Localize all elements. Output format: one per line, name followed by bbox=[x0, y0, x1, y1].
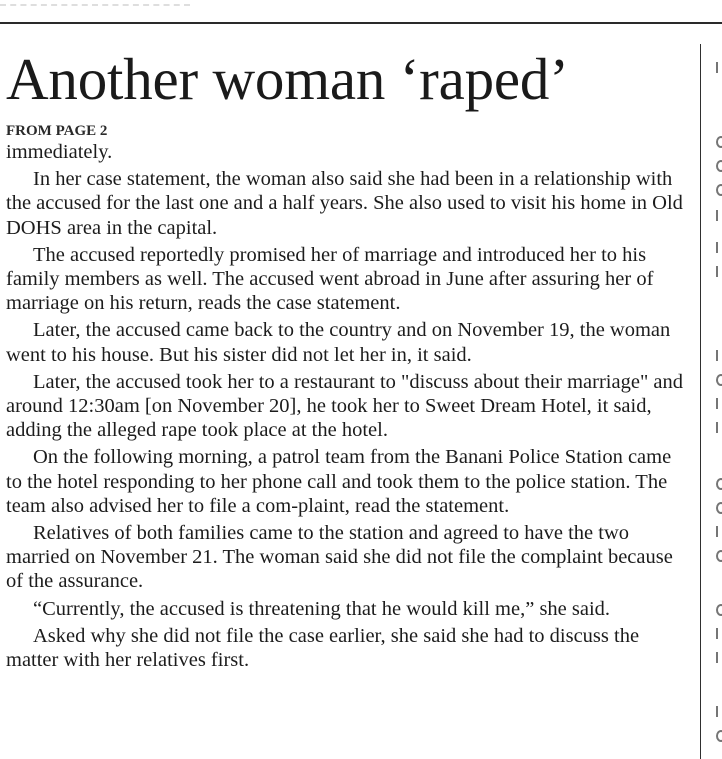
cut-glyph bbox=[716, 62, 722, 73]
paragraph: Relatives of both families came to the station and agreed to have the two married on November 21. The woman said she did not file the complaint because of the assurance. bbox=[6, 522, 673, 593]
cut-glyph bbox=[716, 422, 722, 433]
cut-glyph bbox=[716, 550, 722, 562]
cut-glyph bbox=[716, 398, 722, 409]
cut-glyph bbox=[716, 160, 722, 172]
paragraph: immediately. bbox=[6, 141, 113, 163]
article-body bbox=[6, 140, 690, 672]
article bbox=[6, 44, 690, 675]
paragraph: The accused reportedly promised her of marriage and introduced her to his family members as well. The accused went abroad in June after assuring her of marriage on his return, reads the case statement. bbox=[6, 243, 654, 315]
cut-glyph bbox=[716, 350, 722, 361]
headline: Another woman ‘raped’ bbox=[6, 46, 569, 112]
cut-glyph bbox=[716, 136, 722, 148]
adjacent-column-cutoff bbox=[708, 44, 722, 759]
cut-glyph bbox=[716, 266, 722, 277]
clipped-top-text bbox=[0, 0, 190, 6]
top-rule bbox=[0, 22, 722, 24]
cut-glyph bbox=[716, 478, 722, 490]
continued-from-label: FROM PAGE 2 bbox=[6, 123, 108, 139]
cut-glyph bbox=[716, 184, 722, 196]
cut-glyph bbox=[716, 374, 722, 386]
paragraph: Asked why she did not file the case earlier, she said she had to discuss the matter with her relatives first. bbox=[6, 624, 640, 672]
paragraph: “Currently, the accused is threatening that he would kill me,” she said. bbox=[33, 597, 611, 620]
column-divider bbox=[700, 44, 701, 759]
cut-glyph bbox=[716, 628, 722, 639]
cut-glyph bbox=[716, 502, 722, 514]
paragraph: Later, the accused took her to a restaurant to "discuss about their marriage" and around 12:30am [on November 20], he took her to Sweet Dream Hotel, it said, adding the alleged rape took place at the hotel. bbox=[6, 370, 684, 442]
cut-glyph bbox=[716, 604, 722, 616]
cut-glyph bbox=[716, 730, 722, 742]
cut-glyph bbox=[716, 652, 722, 663]
cut-glyph bbox=[716, 526, 722, 537]
paragraph: Later, the accused came back to the country and on November 19, the woman went to his house. But his sister did not let her in, it said. bbox=[6, 319, 671, 366]
paragraph: In her case statement, the woman also said she had been in a relationship with the accused for the last one and a half years. She also used to visit his home in Old DOHS area in the capital. bbox=[6, 168, 683, 239]
cut-glyph bbox=[716, 242, 722, 253]
cut-glyph bbox=[716, 706, 722, 717]
paragraph: On the following morning, a patrol team from the Banani Police Station came to the hotel responding to her phone call and took them to the police station. The team also advised her to file a com-plaint, read the statement. bbox=[6, 446, 672, 517]
cut-glyph bbox=[716, 210, 722, 221]
